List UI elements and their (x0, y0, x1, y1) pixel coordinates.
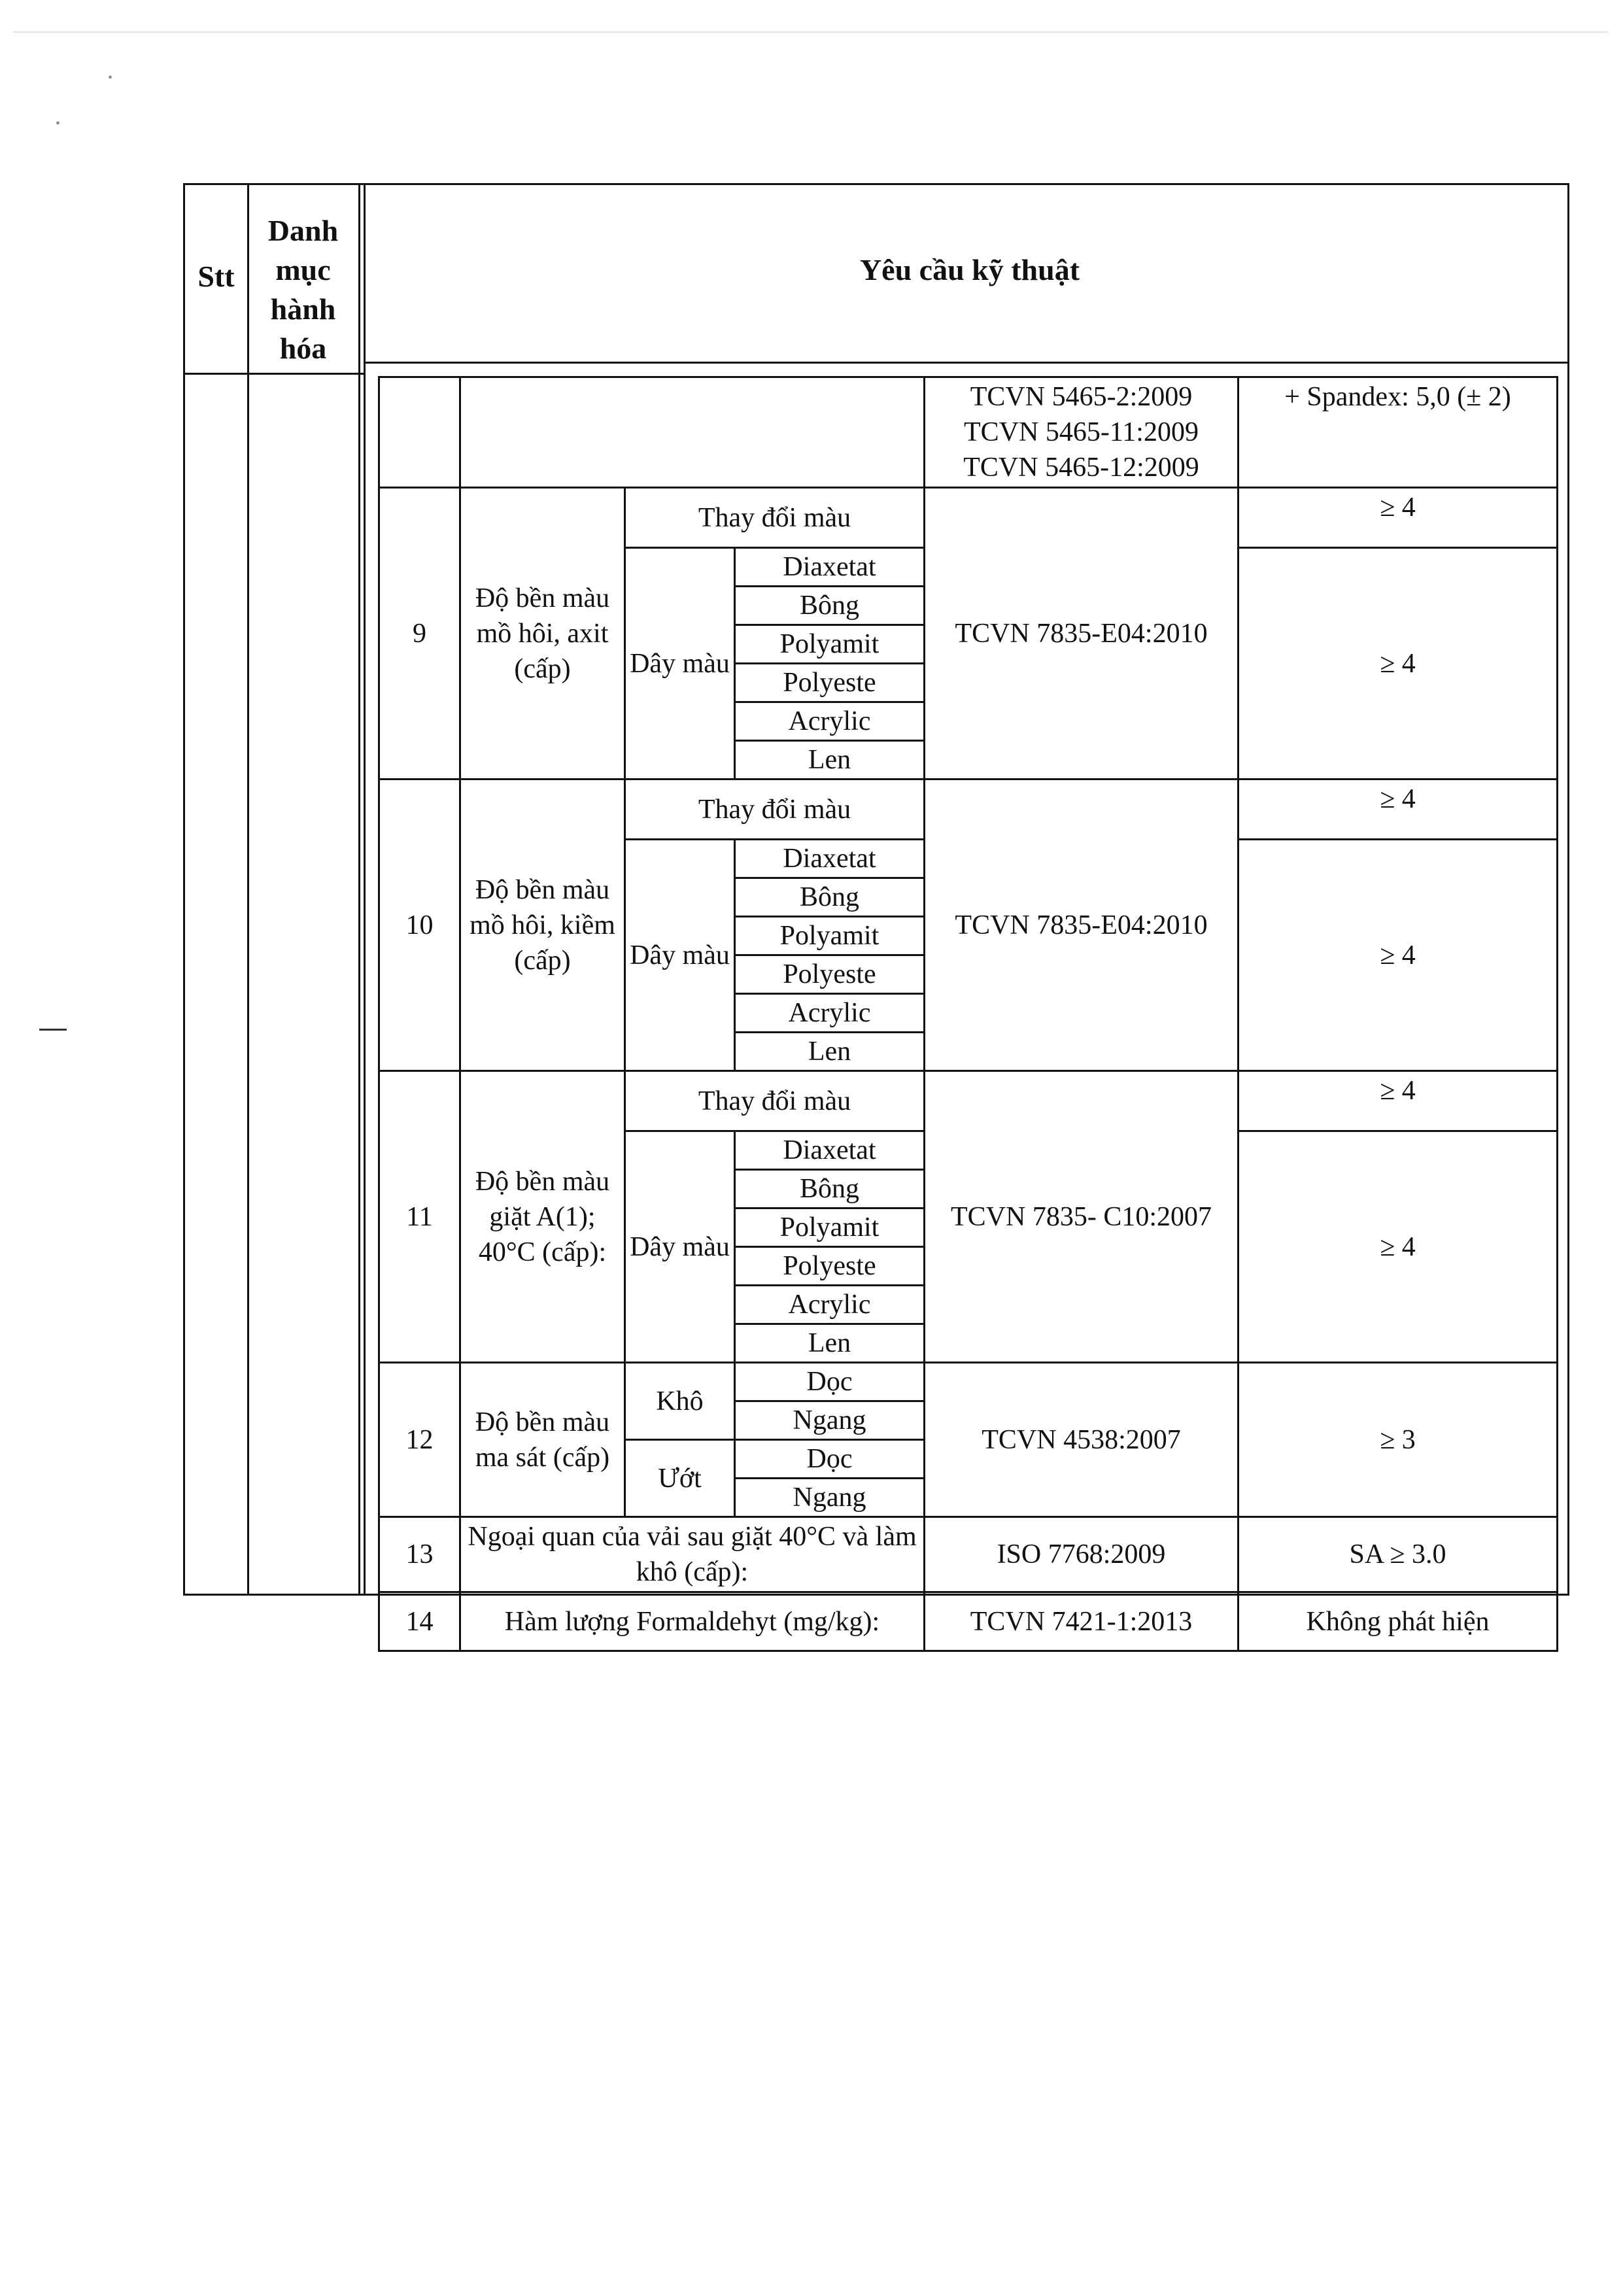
cell-requirement: ≥ 3 (1239, 1363, 1558, 1517)
cell-requirement: ≥ 4 (1239, 488, 1558, 548)
standard-line: TCVN 5465-11:2009 (964, 417, 1199, 447)
cell-fiber: Acrylic (735, 994, 925, 1033)
cell-wet: Ướt (625, 1440, 735, 1517)
cell-fiber: Diaxetat (735, 840, 925, 878)
cell-standard (925, 377, 1239, 488)
cell-requirement: Không phát hiện (1239, 1592, 1558, 1651)
cell-color-change: Thay đổi màu (625, 1071, 925, 1131)
cell-criterion: Hàm lượng Formaldehyt (mg/kg): (460, 1592, 925, 1651)
cell-fiber: Polyamit (735, 625, 925, 664)
cell-requirement: ≥ 4 (1239, 1131, 1558, 1363)
table-row (379, 1517, 1558, 1592)
cell-fiber: Polyeste (735, 1247, 925, 1286)
table-row (379, 1071, 1558, 1131)
header-stt: Stt (197, 260, 235, 293)
cell-criterion: Độ bền màu ma sát (cấp) (460, 1363, 625, 1517)
cell-standard: TCVN 7835-E04:2010 (925, 488, 1239, 780)
cell-fiber: Bông (735, 587, 925, 625)
cell-criterion: Độ bền màu giặt A(1); 40°C (cấp): (460, 1071, 625, 1363)
scan-speck: • (108, 71, 113, 85)
cell-fiber: Diaxetat (735, 1131, 925, 1170)
header-yeu-cau: Yêu cầu kỹ thuật (859, 253, 1080, 286)
header-divider-left (185, 373, 365, 375)
cell-requirement: ≥ 4 (1239, 1071, 1558, 1131)
cell-direction: Ngang (735, 1401, 925, 1440)
cell-dry: Khô (625, 1363, 735, 1440)
col-divider-danh-muc (358, 185, 360, 1594)
cell-requirement: ≥ 4 (1239, 780, 1558, 840)
scan-speck: • (56, 116, 61, 131)
cell-stt: 14 (379, 1592, 460, 1651)
cell-criterion: Ngoại quan của vải sau giặt 40°C và làm khô (cấp): (460, 1517, 925, 1592)
requirements-table (378, 376, 1558, 1652)
continuation-row (379, 377, 1558, 488)
header-divider-right (365, 362, 1568, 364)
cell-fiber: Len (735, 1033, 925, 1071)
header-danh-muc: Danh mục hành hóa (267, 214, 339, 365)
cell-color-change: Thay đổi màu (625, 780, 925, 840)
cell-standard: TCVN 7835- C10:2007 (925, 1071, 1239, 1363)
cell-requirement: ≥ 4 (1239, 548, 1558, 780)
table-row (379, 780, 1558, 840)
cell-fiber: Len (735, 741, 925, 780)
cell-fiber: Acrylic (735, 702, 925, 741)
standard-line: TCVN 5465-12:2009 (963, 453, 1199, 483)
cell-requirement: ≥ 4 (1239, 840, 1558, 1071)
col-divider-stt (247, 185, 249, 1594)
cell-requirement: + Spandex: 5,0 (± 2) (1239, 377, 1558, 488)
cell-stt: 13 (379, 1517, 460, 1592)
cell-fiber: Bông (735, 878, 925, 917)
cell-stt: 10 (379, 780, 460, 1071)
cell-empty (379, 377, 460, 488)
cell-fiber: Len (735, 1324, 925, 1363)
cell-fiber: Polyamit (735, 917, 925, 955)
cell-standard: TCVN 7421-1:2013 (925, 1592, 1239, 1651)
cell-staining: Dây màu (625, 840, 735, 1071)
cell-direction: Dọc (735, 1363, 925, 1401)
col-divider-danh-muc-double (364, 185, 366, 1594)
cell-direction: Dọc (735, 1440, 925, 1479)
cell-empty (460, 377, 925, 488)
cell-stt: 12 (379, 1363, 460, 1517)
cell-requirement: SA ≥ 3.0 (1239, 1517, 1558, 1592)
cell-fiber: Polyeste (735, 664, 925, 702)
cell-standard: ISO 7768:2009 (925, 1517, 1239, 1592)
margin-mark (39, 1029, 67, 1031)
table-row (379, 1592, 1558, 1651)
cell-standard: TCVN 7835-E04:2010 (925, 780, 1239, 1071)
cell-standard: TCVN 4538:2007 (925, 1363, 1239, 1517)
cell-criterion: Độ bền màu mồ hôi, axit (cấp) (460, 488, 625, 780)
cell-direction: Ngang (735, 1479, 925, 1517)
table-row (379, 1363, 1558, 1401)
cell-stt: 11 (379, 1071, 460, 1363)
cell-fiber: Bông (735, 1170, 925, 1208)
cell-color-change: Thay đổi màu (625, 488, 925, 548)
table-row (379, 488, 1558, 548)
cell-staining: Dây màu (625, 548, 735, 780)
cell-fiber: Polyamit (735, 1208, 925, 1247)
cell-stt: 9 (379, 488, 460, 780)
cell-criterion: Độ bền màu mồ hôi, kiềm (cấp) (460, 780, 625, 1071)
cell-staining: Dây màu (625, 1131, 735, 1363)
cell-fiber: Acrylic (735, 1286, 925, 1324)
cell-fiber: Polyeste (735, 955, 925, 994)
standard-line: TCVN 5465-2:2009 (970, 382, 1193, 412)
cell-fiber: Diaxetat (735, 548, 925, 587)
page-top-edge (13, 31, 1609, 33)
